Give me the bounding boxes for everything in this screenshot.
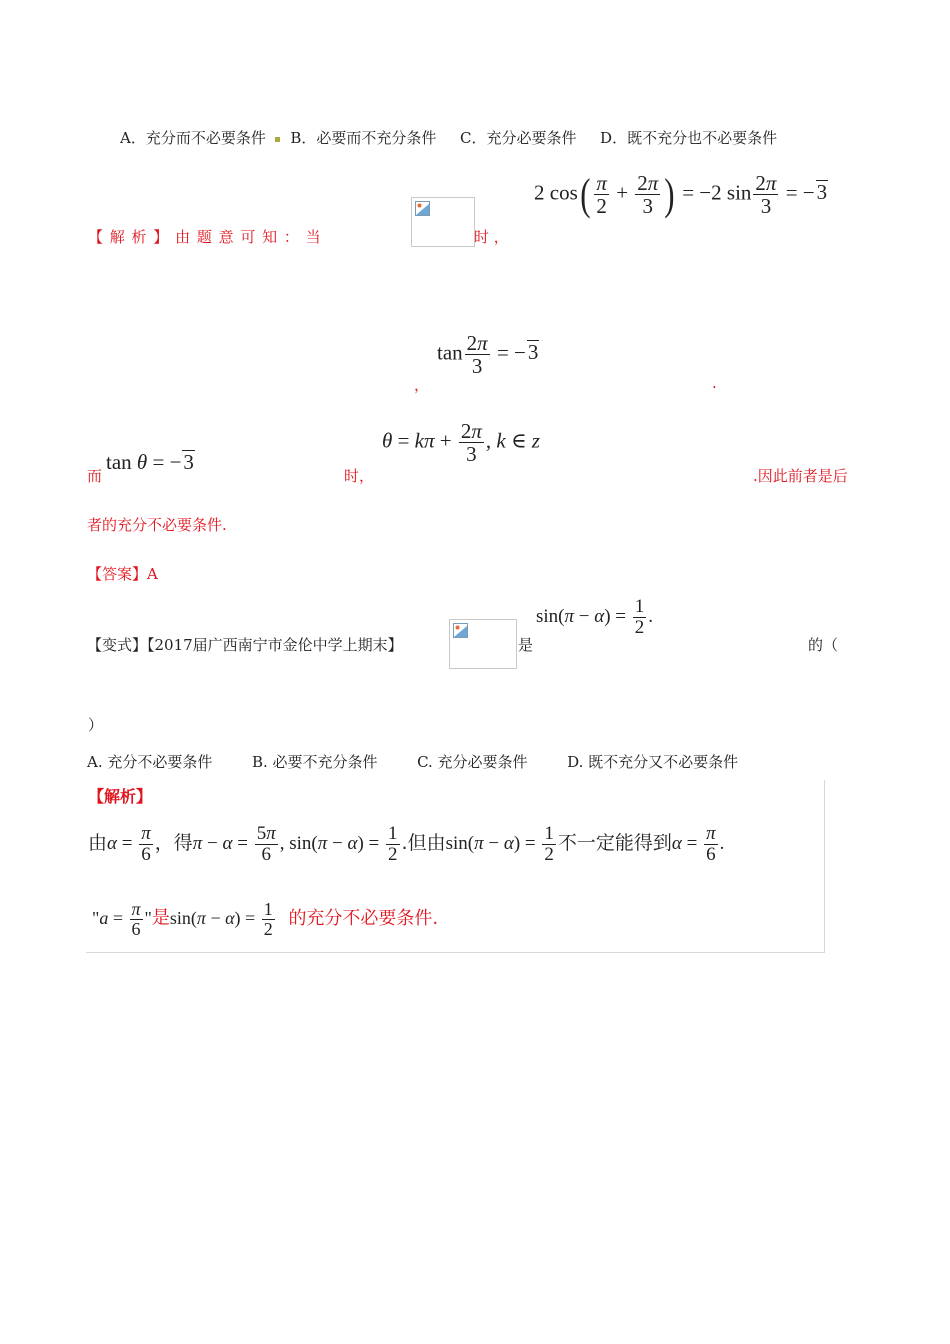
variant-option-d: D. 既不充分又不必要条件 [567, 753, 739, 771]
q1-options [120, 127, 777, 148]
variant-label: 【变式】【2017届广西南宁市金伦中学上期末】 [87, 636, 403, 654]
analysis1-conclusion-tail: .因此前者是后 [753, 467, 848, 485]
analysis1-shi: 时 ， [474, 228, 509, 246]
analysis2-tail: 的充分不必要条件. [288, 907, 439, 929]
formula-theta: θ = kπ + $\frac{2\pi}{3}$ , k ∈ z [382, 419, 540, 467]
variant-option-b: B. 必要不充分条件 [251, 753, 378, 771]
analysis2-but: .但由 [401, 831, 446, 854]
formula-tan-theta: tan θ = −3 [106, 450, 194, 474]
variant-de: 的（ [808, 636, 839, 654]
answer-label: 【答案】 [87, 565, 148, 583]
analysis2-de: ，得 [154, 831, 193, 854]
analysis2-you: 由 [88, 831, 108, 854]
analysis1-comma: ， [414, 376, 430, 394]
analysis2-not-necessarily: 不一定能得到 [557, 831, 672, 854]
broken-image-icon [453, 623, 468, 638]
analysis2-is: 是 [151, 907, 170, 929]
variant-option-a: A. 充分不必要条件 [87, 753, 213, 771]
olive-dot [275, 137, 280, 142]
variant-close: ） [88, 716, 104, 734]
answer-value: A [147, 565, 158, 583]
broken-image-2 [449, 619, 517, 669]
formula-cos: 2 cos( $\frac{\pi}{2}$ + $\frac{2\pi}{3}$ ) = −2 sin $\frac{2\pi}{3}$ = −3 [534, 169, 828, 219]
analysis1-conclusion-line2: 者的充分不必要条件. [87, 516, 227, 534]
variant-options [87, 751, 738, 772]
analysis1-shi2: 时， [344, 467, 375, 485]
formula-sin-pi-alpha: sin(π − α) = $\frac{1}{2}$ . [536, 596, 654, 638]
analysis2-line2: "a = $\frac{\pi}{6}$ "是sin(π − α) = $\frac{1}{2}$ 的充分不必要条件. [92, 899, 439, 939]
analysis1-label: 【 解 析 】 由 题 意 可 知 ： 当 [88, 228, 322, 246]
broken-image-icon [415, 201, 430, 216]
variant-option-c: C. 充分必要条件 [417, 753, 528, 771]
broken-image-1 [411, 197, 475, 247]
answer-line [87, 563, 158, 584]
analysis1-period: . [712, 374, 717, 392]
q1-option-c: C．充分必要条件 [460, 129, 577, 147]
variant-shi: 是 [518, 636, 534, 654]
analysis1-er: 而 [87, 467, 103, 485]
analysis2-line1: 由α = $\frac{\pi}{6}$ ，得π − α = $\frac{5\pi}{6}$ , sin(π − α) = $\frac{1}{2}$ .但由sin(π − α) = $\frac{1}{2}$ 不一定能得到α = $\frac{\pi}{6}$ . [88, 823, 725, 865]
q1-option-a: A．充分而不必要条件 [120, 129, 266, 147]
formula-tan: tan $\frac{2\pi}{3}$ = −3 [437, 331, 539, 379]
q1-option-d: D．既不充分也不必要条件 [600, 129, 778, 147]
analysis2-label: 【解析】 [88, 787, 153, 806]
q1-option-b: B．必要而不充分条件 [290, 129, 437, 147]
